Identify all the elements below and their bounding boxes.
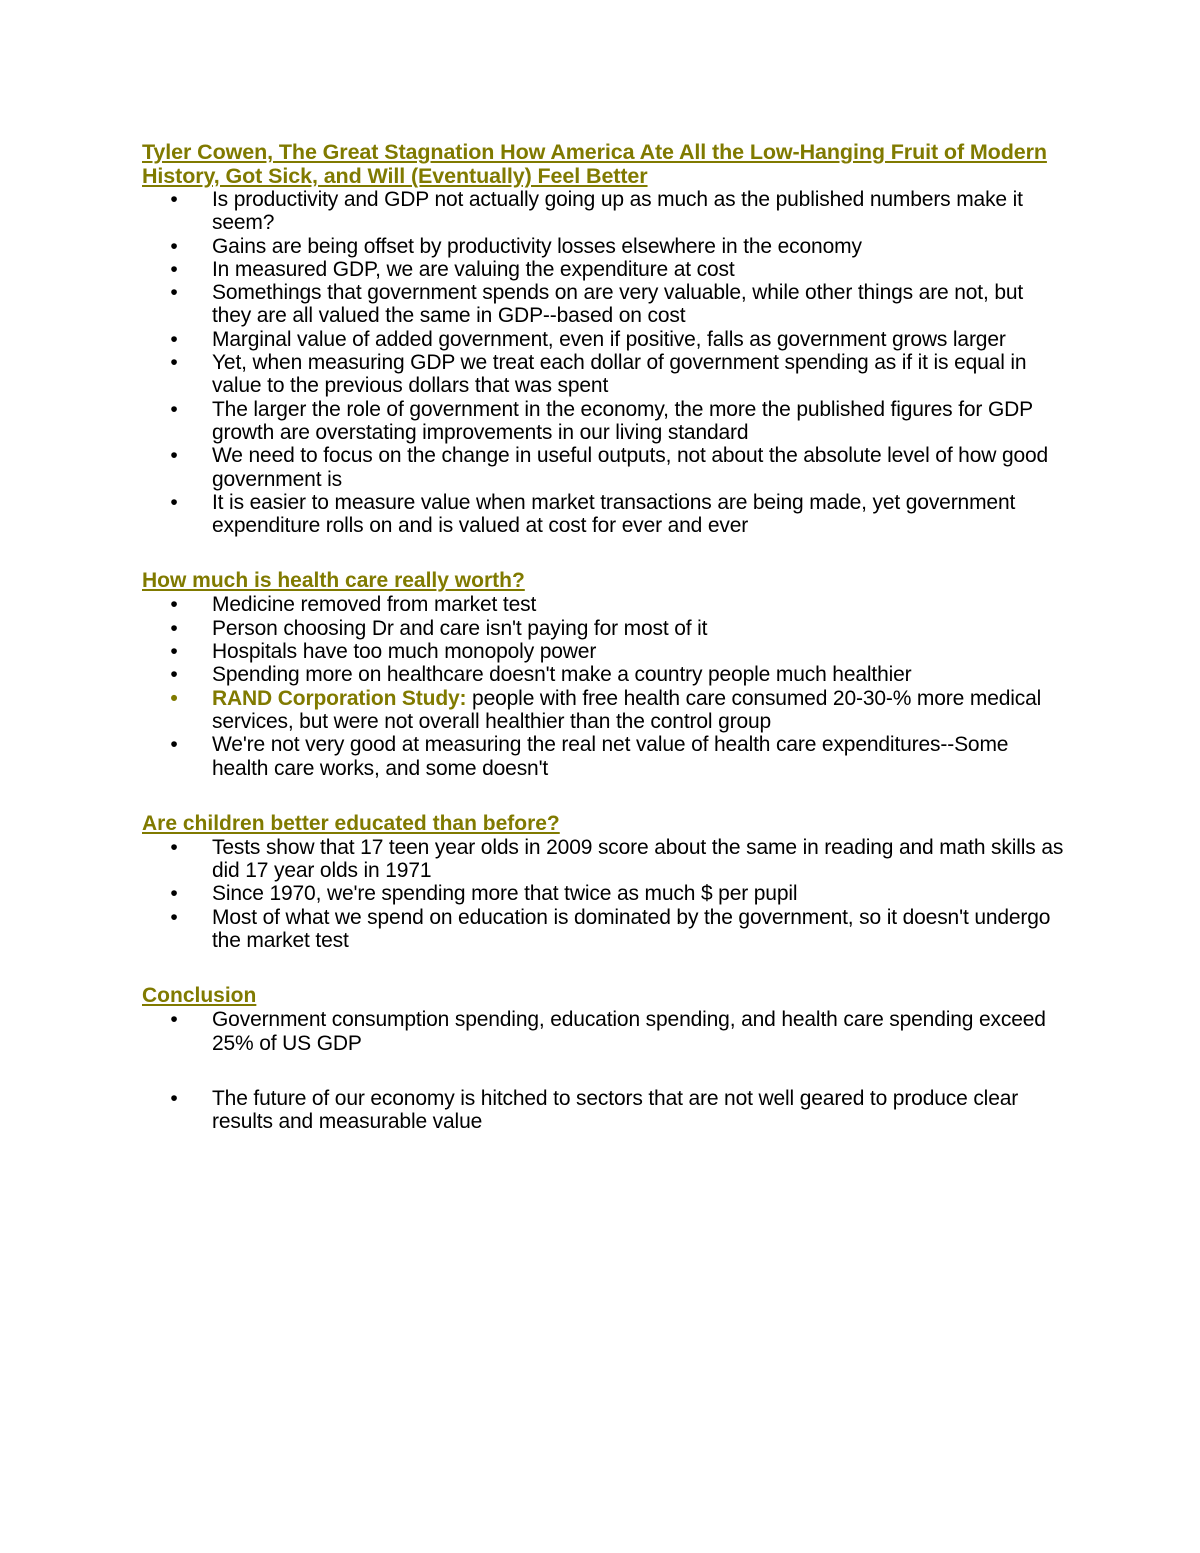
list-item bbox=[142, 188, 1067, 235]
list-item bbox=[142, 617, 1067, 640]
list-item bbox=[142, 491, 1067, 538]
bullet-marker: • bbox=[170, 281, 178, 305]
bullet-text: Yet, when measuring GDP we treat each dollar of government spending as if it is equal in value to the previous dollars that was spent bbox=[212, 351, 1027, 398]
conclusion-bullet-list bbox=[142, 1008, 1067, 1133]
bullet-marker: • bbox=[170, 444, 178, 468]
bullet-marker: • bbox=[170, 234, 178, 258]
bullet-text: In measured GDP, we are valuing the expenditure at cost bbox=[212, 257, 735, 281]
bullet-marker: • bbox=[170, 257, 178, 281]
bullet-text: Medicine removed from market test bbox=[212, 593, 537, 617]
list-item bbox=[142, 281, 1067, 328]
bullet-marker: • bbox=[170, 733, 178, 757]
bullet-marker: • bbox=[170, 593, 178, 617]
list-item bbox=[142, 593, 1067, 616]
list-item bbox=[142, 328, 1067, 351]
bullet-text: It is easier to measure value when market transactions are being made, yet government expenditure rolls on and is valued at cost for ever and ever bbox=[212, 490, 1016, 538]
bullet-text: Since 1970, we're spending more that twice as much $ per pupil bbox=[212, 882, 798, 906]
rand-study-lead: RAND Corporation Study: bbox=[212, 686, 467, 710]
section-heading-conclusion: Conclusion bbox=[142, 984, 257, 1008]
bullet-text: The future of our economy is hitched to sectors that are not well geared to produce clear results and measurable value bbox=[212, 1086, 1019, 1134]
bullet-marker: • bbox=[170, 905, 178, 929]
spacer bbox=[142, 780, 1067, 812]
list-item bbox=[142, 836, 1067, 883]
bullet-text: Person choosing Dr and care isn't paying for most of it bbox=[212, 616, 708, 640]
spacer bbox=[142, 952, 1067, 984]
list-item bbox=[142, 640, 1067, 663]
bullet-marker: • bbox=[170, 663, 178, 687]
bullet-text: Hospitals have too much monopoly power bbox=[212, 640, 597, 664]
bullet-marker: • bbox=[170, 351, 178, 375]
bullet-text: Is productivity and GDP not actually going up as much as the published numbers make it seem? bbox=[212, 188, 1023, 235]
bullet-marker: • bbox=[170, 1008, 178, 1032]
bullet-marker: • bbox=[170, 490, 178, 514]
bullet-marker: • bbox=[170, 397, 178, 421]
list-item bbox=[142, 235, 1067, 258]
bullet-text: We need to focus on the change in useful outputs, not about the absolute level of how good government is bbox=[212, 444, 1049, 491]
bullet-text: Marginal value of added government, even if positive, falls as government grows larger bbox=[212, 327, 1006, 351]
list-item bbox=[142, 882, 1067, 905]
bullet-text: Somethings that government spends on are very valuable, while other things are not, but they are all valued the same in GDP--based on cost bbox=[212, 281, 1024, 328]
bullet-marker: • bbox=[170, 640, 178, 664]
list-item bbox=[142, 906, 1067, 953]
section-heading-health-care: How much is health care really worth? bbox=[142, 569, 525, 593]
bullet-marker: • bbox=[170, 835, 178, 859]
bullet-text: Tests show that 17 teen year olds in 2009 score about the same in reading and math skills as did 17 year olds in 1971 bbox=[212, 835, 1064, 883]
bullet-text: We're not very good at measuring the real net value of health care expenditures--Some health care works, and some doesn't bbox=[212, 733, 1009, 780]
list-item bbox=[142, 258, 1067, 281]
list-item bbox=[142, 351, 1067, 398]
document-title: Tyler Cowen, The Great Stagnation How America Ate All the Low-Hanging Fruit of Modern History, Got Sick, and Will (Eventually) Feel Better bbox=[142, 140, 1047, 188]
list-item bbox=[142, 1087, 1067, 1134]
bullet-text: The larger the role of government in the economy, the more the published figures for GDP growth are overstating improvements in our living standard bbox=[212, 397, 1033, 444]
education-bullet-list bbox=[142, 836, 1067, 952]
list-item bbox=[142, 444, 1067, 491]
list-item-rand-study bbox=[142, 687, 1067, 734]
bullet-text: Gains are being offset by productivity losses elsewhere in the economy bbox=[212, 234, 862, 258]
bullet-marker: • bbox=[170, 616, 178, 640]
list-item bbox=[142, 733, 1067, 780]
bullet-marker: • bbox=[170, 686, 178, 710]
bullet-text: Spending more on healthcare doesn't make a country people much healthier bbox=[212, 663, 912, 687]
spacer bbox=[142, 1055, 1067, 1087]
bullet-text: Government consumption spending, education spending, and health care spending exceed 25% of US GDP bbox=[212, 1008, 1046, 1055]
bullet-marker: • bbox=[170, 1086, 178, 1110]
document-body bbox=[142, 140, 1067, 1134]
intro-bullet-list bbox=[142, 188, 1067, 537]
list-item bbox=[142, 663, 1067, 686]
bullet-marker: • bbox=[170, 188, 178, 211]
health-bullet-list bbox=[142, 593, 1067, 779]
bullet-text: Most of what we spend on education is dominated by the government, so it doesn't undergo the market test bbox=[212, 905, 1051, 953]
rand-study-text: people with free health care consumed 20-30-% more medical services, but were not overall healthier than the control group bbox=[212, 686, 1042, 733]
section-heading-education: Are children better educated than before? bbox=[142, 811, 560, 835]
list-item bbox=[142, 1008, 1067, 1055]
bullet-marker: • bbox=[170, 882, 178, 906]
list-item bbox=[142, 398, 1067, 445]
bullet-marker: • bbox=[170, 327, 178, 351]
spacer bbox=[142, 537, 1067, 569]
